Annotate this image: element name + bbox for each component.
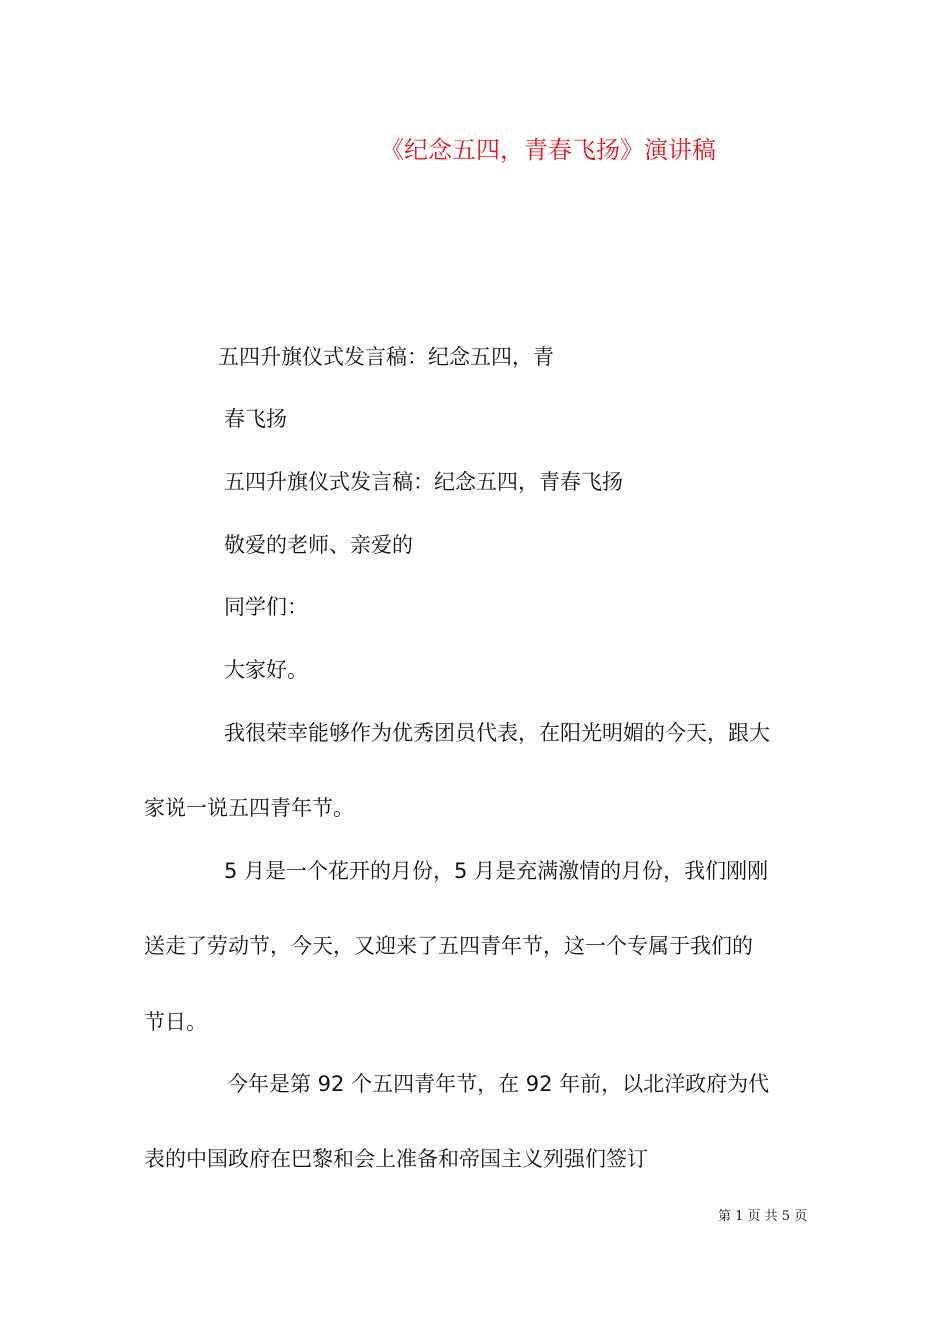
page-footer: 第 1 页 共 5 页 [718,1209,808,1224]
body-line: 5 月是一个花开的月份，5 月是充满激情的月份，我们刚刚 [224,859,769,883]
document-title: 《纪念五四，青春飞扬》演讲稿 [380,136,716,164]
body-line: 表的中国政府在巴黎和会上准备和帝国主义列强们签订 [144,1147,648,1171]
body-line: 敬爱的老师、亲爱的 [224,533,413,557]
body-line: 同学们： [224,595,308,619]
body-line: 大家好。 [224,658,308,682]
body-line: 送走了劳动节，今天，又迎来了五四青年节，这一个专属于我们的 [144,934,753,958]
body-line: 我很荣幸能够作为优秀团员代表，在阳光明媚的今天，跟大 [224,721,770,745]
body-line: 节日。 [144,1010,207,1034]
body-line: 今年是第 92 个五四青年节，在 92 年前，以北洋政府为代 [227,1072,770,1096]
body-line: 五四升旗仪式发言稿：纪念五四，青春飞扬 [224,470,623,494]
body-line: 五四升旗仪式发言稿：纪念五四，青 [218,345,554,369]
body-line: 春飞扬 [224,407,287,431]
body-line: 家说一说五四青年节。 [144,796,354,820]
